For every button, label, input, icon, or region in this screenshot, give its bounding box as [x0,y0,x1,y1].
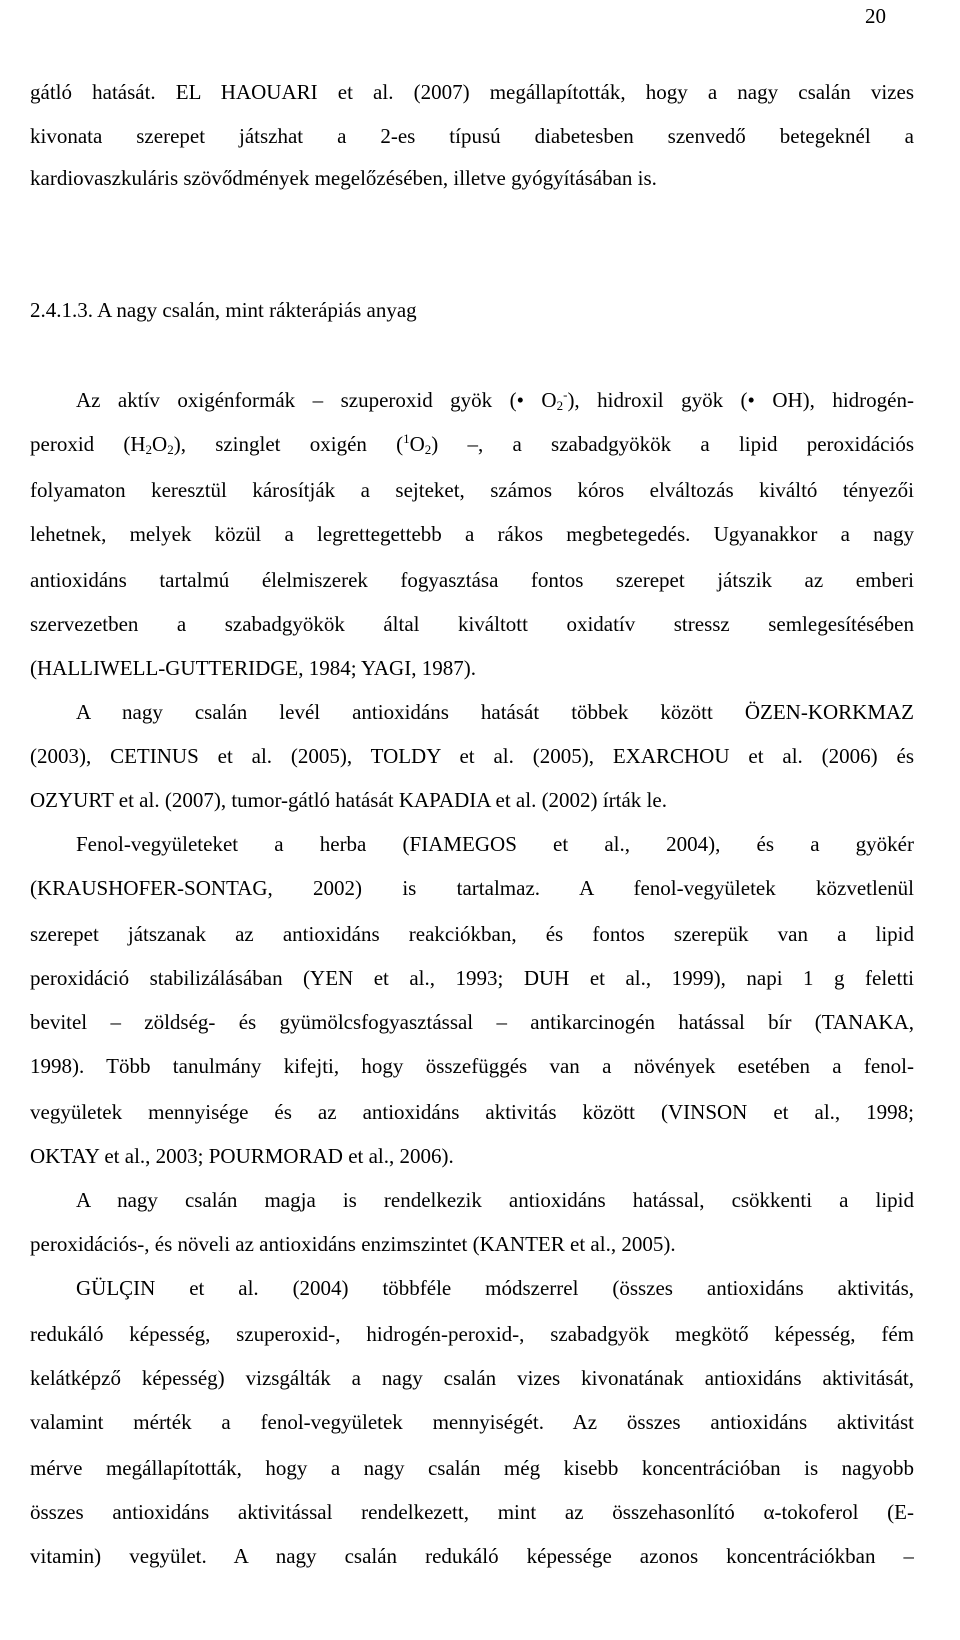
text-line: peroxidáció stabilizálásában (YEN et al., 1993; DUH et al., 1999), napi 1 g feletti [30,966,914,990]
text-line: összes antioxidáns aktivitással rendelkezett, mint az összehasonlító α-tokoferol (E- [30,1500,914,1524]
text-line: OKTAY et al., 2003; POURMORAD et al., 2006). [30,1144,454,1168]
text-line: (2003), CETINUS et al. (2005), TOLDY et al. (2005), EXARCHOU et al. (2006) és [30,744,914,768]
formula-line: Az aktív oxigénformák – szuperoxid gyök (• $O_2^-$), hidroxil gyök (• OH), hidrogén- [76,387,914,413]
text-line: (HALLIWELL-GUTTERIDGE, 1984; YAGI, 1987). [30,656,476,680]
text-line: Fenol-vegyületeket a herba (FIAMEGOS et al., 2004), és a gyökér [76,832,914,856]
text-line: 1998). Több tanulmány kifejti, hogy összefüggés van a növények esetében a fenol- [30,1054,914,1078]
text-line: A nagy csalán magja is rendelkezik antioxidáns hatással, csökkenti a lipid [76,1188,914,1212]
text-line: gátló hatását. EL HAOUARI et al. (2007) megállapították, hogy a nagy csalán vizes [30,80,914,104]
text-line: (KRAUSHOFER-SONTAG, 2002) is tartalmaz. A fenol-vegyületek közvetlenül [30,876,914,900]
section-heading: 2.4.1.3. A nagy csalán, mint rákterápiás anyag [30,298,417,322]
page-number: 20 [865,4,886,28]
text-line: GÜLÇIN et al. (2004) többféle módszerrel (összes antioxidáns aktivitás, [76,1276,914,1300]
text-line: redukáló képesség, szuperoxid-, hidrogén-peroxid-, szabadgyök megkötő képesség, fém [30,1322,914,1346]
text-line: kardiovaszkuláris szövődmények megelőzésében, illetve gyógyításában is. [30,166,657,190]
text-line: szerepet játszanak az antioxidáns reakciókban, és fontos szerepük van a lipid [30,922,914,946]
text-line: kivonata szerepet játszhat a 2-es típusú diabetesben szenvedő betegeknél a [30,124,914,148]
text-line: vitamin) vegyület. A nagy csalán redukáló képessége azonos koncentrációkban – [30,1544,914,1568]
text-line: A nagy csalán levél antioxidáns hatását többek között ÖZEN-KORKMAZ [76,700,914,724]
formula-line: peroxid $(H_2O_2)$, szinglet oxigén $(^1O_2)$ –, a szabadgyökök a lipid peroxidációs [30,431,914,457]
text-line: vegyületek mennyisége és az antioxidáns aktivitás között (VINSON et al., 1998; [30,1100,914,1124]
text-line: antioxidáns tartalmú élelmiszerek fogyasztása fontos szerepet játszik az emberi [30,568,914,592]
text-line: folyamaton keresztül károsítják a sejteket, számos kóros elváltozás kiváltó tényezői [30,478,914,502]
text-line: bevitel – zöldség- és gyümölcsfogyasztással – antikarcinogén hatással bír (TANAKA, [30,1010,914,1034]
text-line: szervezetben a szabadgyökök által kiváltott oxidatív stressz semlegesítésében [30,612,914,636]
text-line: peroxidációs-, és növeli az antioxidáns enzimszintet (KANTER et al., 2005). [30,1232,676,1256]
text-line: kelátképző képesség) vizsgálták a nagy csalán vizes kivonatának antioxidáns aktivitását, [30,1366,914,1390]
text-line: OZYURT et al. (2007), tumor-gátló hatását KAPADIA et al. (2002) írták le. [30,788,667,812]
text-line: mérve megállapították, hogy a nagy csalán még kisebb koncentrációban is nagyobb [30,1456,914,1480]
text-line: lehetnek, melyek közül a legrettegettebb a rákos megbetegedés. Ugyanakkor a nagy [30,522,914,546]
text-line: valamint mérték a fenol-vegyületek mennyiségét. Az összes antioxidáns aktivitást [30,1410,914,1434]
